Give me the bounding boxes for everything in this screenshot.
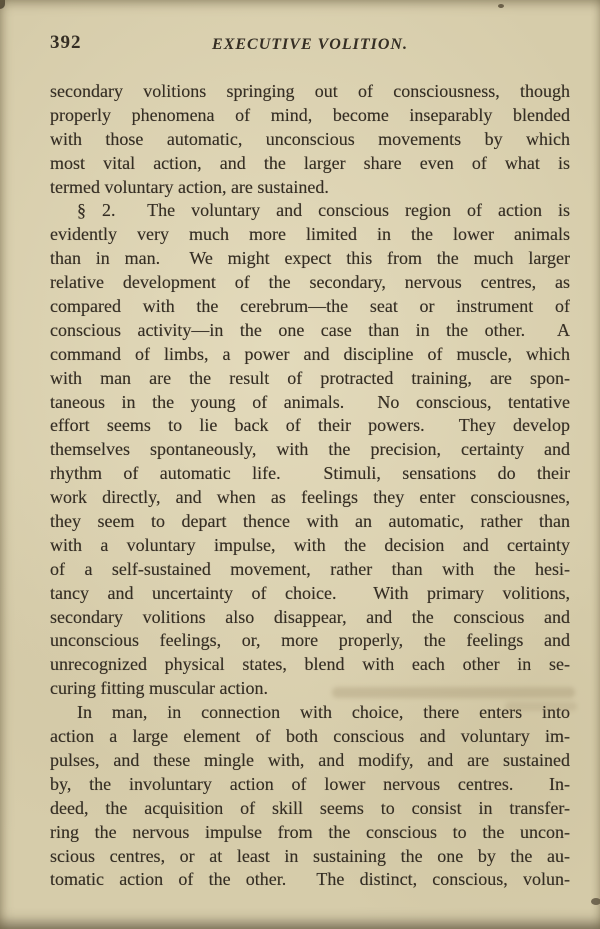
- text-line: with a voluntary impulse, with the decision and certainty: [50, 534, 570, 555]
- text-line: § 2. The voluntary and conscious region of action is: [77, 200, 570, 221]
- paragraph: [50, 701, 570, 892]
- text-line: secondary volitions springing out of consciousness, though: [50, 81, 570, 101]
- text-line: taneous in the young of animals. No conscious, tentative: [50, 391, 570, 412]
- text-line: deed, the acquisition of skill seems to consist in transfer-: [50, 797, 570, 818]
- text-line: action a large element of both conscious and voluntary im-: [50, 726, 570, 747]
- text-line: unconscious feelings, or, more properly, the feelings and: [50, 630, 570, 651]
- text-line: In man, in connection with choice, there enters into: [77, 702, 570, 723]
- page-header: [0, 0, 600, 70]
- text-line: than in man. We might expect this from the much larger: [50, 248, 570, 269]
- text-line: rhythm of automatic life. Stimuli, sensations do their: [50, 463, 570, 484]
- text-line: relative development of the secondary, nervous centres, as: [50, 272, 570, 293]
- text-line: compared with the cerebrum—the seat or instrument of: [50, 296, 570, 317]
- text-line: conscious activity—in the one case than in the other. A: [50, 319, 570, 340]
- text-line: work directly, and when as feelings they enter consciousnes,: [50, 487, 570, 508]
- text-line: most vital action, and the larger share even of what is: [50, 152, 570, 173]
- text-line: ring the nervous impulse from the conscious to the uncon-: [50, 821, 570, 842]
- text-line: by, the involuntary action of lower nervous centres. In-: [50, 773, 570, 794]
- text-line: scious centres, or at least in sustaining the one by the au-: [50, 845, 570, 866]
- text-line: with man are the result of protracted training, are spon-: [50, 367, 570, 388]
- text-line: curing fitting muscular action.: [50, 678, 268, 699]
- text-line: themselves spontaneously, with the precision, certainty and: [50, 439, 570, 460]
- text-line: pulses, and these mingle with, and modify, and are sustained: [50, 749, 570, 770]
- text-line: of a self-sustained movement, rather than with the hesi-: [50, 558, 570, 579]
- text-line: properly phenomena of mind, become inseparably blended: [50, 104, 570, 125]
- text-line: termed voluntary action, are sustained.: [50, 176, 329, 197]
- page-number: 392: [50, 32, 82, 53]
- text-line: evidently very much more limited in the lower animals: [50, 224, 570, 245]
- text-line: they seem to depart thence with an automatic, rather than: [50, 511, 570, 532]
- text-line: tomatic action of the other. The distinct, conscious, volun-: [50, 869, 570, 890]
- scan-speck: [591, 898, 600, 905]
- text-line: tancy and uncertainty of choice. With primary volitions,: [50, 582, 570, 603]
- paragraph: [50, 80, 570, 199]
- text-line: command of limbs, a power and discipline of muscle, which: [50, 343, 570, 364]
- text-line: with those automatic, unconscious movements by which: [50, 128, 570, 149]
- text-line: secondary volitions also disappear, and the conscious and: [50, 606, 570, 627]
- paragraph: [50, 199, 570, 701]
- page-body: [50, 80, 570, 892]
- text-line: unrecognized physical states, blend with each other in se-: [50, 654, 570, 675]
- text-line: effort seems to lie back of their powers. They develop: [50, 415, 570, 436]
- running-title: EXECUTIVE VOLITION.: [212, 36, 408, 53]
